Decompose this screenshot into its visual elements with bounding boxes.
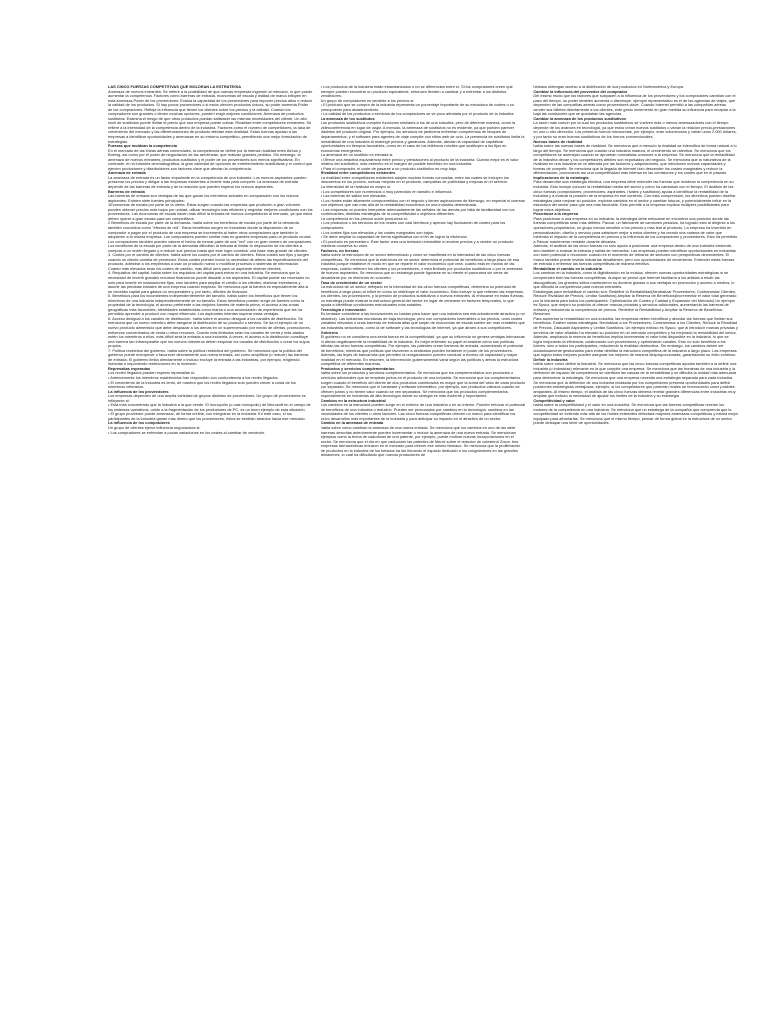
section-heading: Cambiar la influencia del proveedor del comprador [533, 88, 628, 94]
paragraph: habla sobre las nuevas bases de rivalidad. Se menciona que a menudo la rivalidad se intensifica de forma natural a lo largo del tiempo. Se menciona que cuando una industria madura, el crecimiento se ralentiza. Se menciona que los competidores se asemejan cuando se aprueban normativas comunes a la empresa. Se menciona que la rentabilidad de la industria decae y los competidores débiles son expulsados del negocio. Se menciona que la naturaleza de la rivalidad en una industria se ve alterada por las fusiones y adquisiciones, que introducen nuevas capacidades y formas de competir. Se menciona que la llegada de Internet hizo descender los costes marginales y reducir la diferenciación, provocando así una competitividad más intensa en las comisiones y los costes que en el pasado. [533, 143, 737, 176]
paragraph: La intensidad de la rivalidad es mayor si: [320, 184, 391, 190]
paragraph: • Las empresas no pueden interpretar adecuadamente las señales de las demás por falta de familiaridad con los contrincantes, distintas estrategias de la competitividad u objetivos diferentes. [320, 206, 515, 217]
section-heading: Implicaciones de la estrategia [533, 174, 589, 180]
paragraph: • El crecimiento de la industria es lento, de manera que los recién llegados solo pueden crecer a costa de los miembros veteranos. [108, 379, 296, 390]
paragraph: 4. Requisitos del capital. habla sobre los requisitos del capital para entrar en una industria. Se menciona que la necesidad de invertir grandes recursos financieros puede disuadir a los aspirantes. El capital puede ser necesario no solo para invertir en instalaciones fijas, sino también para ampliar el crédito a los clientes, elaborar inventarios y asumir las pérdidas iniciales de una empresa cuando empieza. Se menciona que la barrera es especialmente alta si se necesita capital para gastos no recuperables y, por tanto, difíciles de financiar. [108, 270, 310, 294]
column-left [108, 85, 313, 965]
section-heading: LAS CINCO FUERZAS COMPETITIVAS QUE MOLDEAN LA ESTRATEGIA [108, 85, 242, 89]
section-heading: Represalias esperadas [108, 365, 151, 371]
paragraph: En el mercado de las líneas aéreas comerciales, la competencia se define por la intensa rivalidad entre Airbus y Boeing, así como por el poder de negociación de las aerolíneas, que realizan grandes pedidos. Sin embargo, la amenaza de nuevos entrantes, productos sustitutos y el poder de los proveedores son menos significativos. En contraste, en la industria cinematográfica, la gran variedad de opciones de entretenimiento sustitutivas y el control que ejercen productores y distribuidores son factores clave que afectan la competencia. [108, 147, 313, 171]
paragraph: • Ofrece una atractiva equivalencia entre precio y prestaciones al producto de la industria. Cuanto mejor es el valor relativo del sustitutivo, más estrecho es el margen de posible beneficio en una industria. [320, 156, 519, 167]
section-heading: Posicionar a la empresa [533, 211, 578, 217]
section-heading: Rivalidad entre competidores existentes [320, 170, 396, 176]
paragraph: • Los productos de la industria están estandarizados o no se diferencian entre sí. Si los compradores creen que siempre pueden encontrar un producto equivalente, entonces tienden a cambiar y a enfrentar a los distintos vendedores. [320, 85, 513, 99]
paragraph: habla sobre cómo cambian la amenaza de una nueva entrada. Se menciona que los cambios en uno de las siete barreras descritas anteriormente pueden incrementar o reducir la amenaza de una nueva entrada. Se mencionan ejemplos como la fecha de caducidad de una patente, por ejemplo, puede motivar nuevas incorporaciones en el sector. Se menciona que el día en que caducaron las patentes de Merck sobre el reductor de colesterol Zocor, tres empresas farmacéuticas entraron en el mercado para ofrecer ese mismo fármaco. Se menciona que la proliferación de productos en la industria de los helados ha ido llenando el espacio dedicado a los congeladores en las grandes almacenes, lo cual ha dificultado que nuevos productores de [320, 425, 521, 458]
paragraph: 6. Acceso desigual a los canales de distribución. habla sobre el acceso desigual a los canales de distribución. Se menciona que un nuevo miembro debe asegurar la distribución de su producto o servicio. Se da el ejemplo de un nuevo producto alimenticio que debe desplazar a los demás en un supermercado por medio de ofertas, promociones, esfuerzos concentrados de venta u otros recursos. Cuanto más limitados sean los canales de venta y más atados estén los miembros a ellos, más difícil será la entrada a una industria. A veces, el acceso a la distribución constituye una barrera tan infranqueable que los nuevos miembros deben esquivar los canales de distribución o crear los suyos propios. [108, 315, 311, 349]
paragraph: • Anteriormente los miembros establecidos han respondido con contundencia a los recién llegados. [108, 375, 279, 380]
section-heading: Cambio en la amenaza de entrada [320, 420, 384, 426]
section-heading: La amenaza de los sustitutos [320, 115, 375, 121]
paragraph: La amenaza de un sustituto es elevada si: [320, 152, 394, 158]
paragraph: 2 Beneficios de escala por parte de la demanda. habla sobre los beneficios de escala por parte de la demanda, también conocidos como "efectos de red". Estos beneficios surgen en industrias donde la disposición de un comprador a pagar por el producto de una empresa se incrementa al haber otros compradores que también lo adquieren a la misma empresa. Los compradores pueden confiar más en grandes empresas para un producto crucial. Los compradores también pueden valorar el hecho de formar parte de una "red" con un gran número de compradores. Los beneficios de la escala por parte de la demanda dificultan la entrada al limitar la disposición de los clientes a comprar a un recién llegado y a reducir sus precios hasta que este logre construir una base más grande de clientes. [108, 220, 313, 253]
section-heading: Definir la industria [533, 356, 568, 362]
paragraph: La estructura de un sector, reflejado en la intensidad de las cinco fuerzas competitivas, determina su potencial de beneficios a largo plazo al influir en cómo se distribuye el valor económico. Esto incluye lo que retienen las empresas, los clientes, los proveedores, y la presión de productos sustitutivos o nuevos entrantes. Al enfocarse en estas fuerzas, un estratega puede evaluar la estructura general del sector en lugar de centrarse en factores temporales, lo que ayuda a identificar condiciones estructurales más estables. [320, 284, 525, 308]
paragraph: • El producto que se compra de la industria representa un porcentaje importante de su estructura de costes o su presupuesto para abastecimiento. [320, 102, 514, 112]
paragraph: Un grupo de clientes ejerce influencia negociadora si: [108, 425, 201, 431]
paragraph: habla sobre cómo definir la industria. Se menciona que las cinco fuerzas competitivas ayudan también a la definir una industria (o industrias) relevante en la que compite una empresa. Se menciona que las fronteras de una industria y la definición de espacio de competencia se clarifican las causas de la rentabilidad y se dificulta la unidad más adecuada para determinar la estrategia. Se menciona que una empresa necesita una estrategia separada para cada industria. Se menciona que la definición de una industria realizada por los competidores presenta oportunidades para definir posiciones estratégicas ventajosas. ejemplo, si los competidores que parecían rivales se reconocerán como posibles amparates. Al mismo tiempo, el análisis de las cinco fuerzas debería revelar grandes diferencias entre industrias muy amplias que indican la necesidad de ajustar los límites de la industria y su estrategia [533, 361, 737, 399]
section-heading: Rentabilizar el cambio en la industria [533, 265, 602, 271]
paragraph: Los cambios en la industria, como la digitalización en la música, ofrecen nuevas oportunidades estratégicas si se comprenden bien las fuerzas competitivas. Aunque se pensó que Internet facilitaría a los artistas a eludir las discográficas, los grandes sellos mantuvieron su dominio gracias a sus ventajas en promoción y acceso a medios, lo que dificultó la competencia para nuevos entrantes. [533, 270, 735, 290]
paragraph: habla sobre la estructura de un sector determinado y cómo se manifiesta en la intensidad de las cinco fuerzas competitivas. Se menciona que la estructura de un sector determina el potencial de beneficios a largo plazo de esa industria porque establece el modo en que se reparte el valor económico que crea: cuánto está en manos de las empresas, cuánto retienen los clientes y los proveedores, o está limitado por productos sustitutivos o por la amenaza de nuevos aspirantes. Se menciona que un estratega puede figurarse en su mente el panorama sin verse de decantarse por un elemento en concreto. [320, 252, 523, 280]
section-heading: Gobierno [320, 329, 338, 335]
paragraph: 5. Beneficios para los incumbentes independientemente del tamaño. habla sobre los beneficios que tienen los miembros de una industria independientemente de su tamaño. Estos beneficios pueden surgir de fuentes como la propiedad de la tecnología, el acceso preferente a las mejores fuentes de materia prima, el acceso a las zonas geográficas más favorables, identidades establecidas como marca o una acumulación de experiencia que les ha permitido aprender a producir con mayor eficiencia. Los aspirantes intentan superar estas ventajas. [108, 293, 305, 317]
section-heading: Cambiar la amenaza de los productos sustitutivos [533, 115, 627, 121]
paragraph: • Está más concentrado que la industria a la que vende. El monopolio (o casi monopolio) de Microsoft en el campo de los sistemas operativos, unido a la fragmentación de los productores de PC, es un buen ejemplo de esta situación. [108, 402, 311, 412]
paragraph: • El producto es perecedero. Este factor crea una tentación irresistible a recortar precios y a vender un producto mientras conserva su valor. [320, 238, 514, 249]
section-heading: Productos y servicios complementarios [320, 365, 395, 371]
paragraph: La rivalidad entre competidores existentes adopta muchas formas conocidas, entre las cuales se incluyen los descuentos en los precios, nuevas mejoras en el producto, campañas de publicidad y mejoras en el servicio. [320, 174, 509, 185]
paragraph: • La calidad de los productos o servicios de los compradores se ve poco afectada por el producto de la industria. [320, 111, 515, 117]
text-columns [108, 85, 738, 965]
paragraph: La razón más común por la cual los productos sustitutivos se vuelven más o menos amenazadores con el tiempo depende de los avances en tecnología, ya que estos crean nuevos sustitutos o varían la relación precio-prestaciones en uno u otro dirección. Los primeros hornos microondas, por ejemplo, eran voluminosos y valían unos 2.000 dólares, y por tanto no eran buenos sustitutivos de los hornos convencionales. [533, 120, 737, 140]
paragraph: • Se debe ampliar la capacidad de forma significativa con el fin de lograr la eficiencia. [320, 234, 468, 240]
paragraph: habla sobre los productos y servicios complementarios. Se menciona que los complementarios son productos o servicios adicionales que se emplean juntos en el producto de una industria. Se menciona que los complementarios surgen cuando el beneficio del cliente de dos productos combinados es mayor que la suma del valor de cada producto por separado. Se menciona que el hardware y software informático, por ejemplo, son productos valiosos cuando se ofrecen juntos y no tienen valor cuando se ven separados. Se menciona que los productos complementarios, especialmente en industrias de alta tecnología donde su sinergia es más evidente y importantes. [320, 370, 526, 399]
section-heading: Nuevos bases de rivalidad [533, 138, 583, 144]
column-right [533, 85, 738, 965]
paragraph: • Los costes fijos son elevados y los costes marginales son bajos. [320, 229, 435, 235]
paragraph: Amenaza de nuevos entrantes: Se refiere a la posibilidad de que nuevas empresas ingresen al mercado, lo que puede aumentar la competencia. Factores como barreras de entrada, economías de escala y lealtad de marca influyen en esta amenaza.Poder de los proveedores: Evalúa la capacidad de los proveedores para imponer precios altos o reducir la calidad de los productos. Si hay pocos proveedores o si estos ofrecen productos únicos, su poder aumenta.Poder de los compradores: Refleja la influencia que tienen los clientes sobre los precios y la calidad. Cuando los compradores son grandes o tienen muchas opciones, pueden exigir mejores condiciones. Amenaza de productos sustitutos: Examina el riesgo de que otros productos puedan satisfacer las mismas necesidades del cliente. Un alto nivel de sustitutos puede limitar el precio que una empresa puede cobrar. Rivalidad entre competidores existentes: Se refiere a la intensidad de la competencia dentro de la industria. Factores como el número de competidores, la tasa de crecimiento del mercado y las diferenciaciones de producto afectan esta rivalidad. Estas fuerzas ayudan a las empresas a identificar oportunidades y amenazas en su entorno competitivo, permitiendo una mejor formulación de estrategias. [108, 88, 313, 144]
section-heading: La influencia de los compradores [108, 420, 170, 426]
paragraph: habla sobre la competitividad y el valor en una industria. Se menciona que las fuerzas competitivas revelan los motores de la competencia en una industria. Se menciona que un estratega de la compañía que comprenda que la competitividad se extiende más allá de los rivales existentes detectará mayores amenazas competitivas y estará mejor equipado para afrontarlas. Se menciona que el mismo tiempo, pensar de forma global en la estructura de un sector puede destapar una serie de oportunidades. [533, 402, 738, 426]
paragraph: Los productos sustitutivos cumplen funciones similares a los de una industria, pero de diferente manera, como la videoconferencia en lugar de viajar. A menudo, la amenaza de sustitutos no es evidente, ya que pueden parecer distintos del producto original. Por ejemplo, los servicios de jardinería enfrentan competencia de bloques de departamentos, y el software para agentes de viaje compite con sitios web de ocio. La presencia de sustitutos limita la rentabilidad de una industria al restringir precios y ganancias. Además, afectan la capacidad de capitalizar oportunidades en tiempos favorables, como en el caso de los teléfonos móviles que sustituyen a los fijos en economías emergentes. [320, 120, 525, 153]
paragraph: 1Economías de escala por parte de la oferta. Éstas surgen cuando las empresas que producen a gran volumen pueden obtener precios más bajos por unidad, utilizar tecnología más eficiente y negociar mejores condiciones con los proveedores. Las economías de escala hacen más difícil la entrada de nuevos competidores al mercado, ya que estos deben operar a gran escala para ser competitivos. [108, 202, 313, 221]
paragraph: • Las barreras de salida son elevadas. [320, 193, 387, 199]
paragraph: • Los competidores son numerosos o muy parecidos en tamaño e influencia. [320, 188, 453, 194]
paragraph: Es tentador considerar a las innovaciones no bastan para hacer que una industria sea estructuralmente atractiva (o no atractiva). Las industrias mundanas de baja tecnología, pero con compradores insensibles a los precios, unos costes variables elevados o unas barreras de entrada altas que surjan de economías de escala suelen ser más rentables que las industrias seductoras, como la de software y las tecnologías de Internet, ya que atraen a sus competidores. [320, 311, 525, 330]
paragraph: • Los compradores se enfrentan a pocas variaciones en los costes al cambiar de vendedor. [108, 429, 266, 435]
section-heading: Tecnología e innovación [320, 306, 366, 312]
section-heading: Competitividad y valor [533, 397, 576, 403]
paragraph: 7. Política restrictiva del gobierno. habla sobre la política restrictiva del gobierno. Se menciona que la política del gobierno puede entorpecer o favorecer directamente una nueva entrada, así como amplificar (o reducir) las barreras de entrada. El gobierno limita directamente o incluso excluye la entrada a las industrias, por ejemplo, exigiendo licencias e imponiendo restricciones en la inversión. [108, 347, 309, 367]
section-heading: Amenaza de entrada [108, 170, 146, 176]
paragraph: • Los productos o los servicios de los rivales son casi idénticos y apenas hay fluctuación de costes para los compradores. [320, 220, 506, 230]
paragraph: Para desarrollar una estrategia efectiva, una empresa debe entender las fuerzas que moldean la competencia en su industria. Esto incluye conocer la rentabilidad media del sector y cómo ha cambiado con el tiempo. El análisis de las cinco fuerzas (compradores, proveedores, aspirantes, rivales y sustitutos) ayuda a identificar la rentabilidad de la industria y a evaluar la posición de la empresa en ese contexto. Con esta comprensión, los directivos pueden diseñar estrategias para mejorar su posición, explotar cambios en el sector y cambiar futuros, y potencialmente influir en la estructura del sector para que sea más favorable. Esto permite a la empresa explicar múltiples posibilidades para lograr estos objetivos. [533, 179, 736, 212]
paragraph: La competencia en los precios suele producirse si: [320, 215, 408, 221]
paragraph: 3. Costes por el cambio de clientes. habla sobre los costes por el cambio de clientes. Estos costes son fijos y surgen cuando un cliente cambia de proveedor. Estos costes pueden incluir la necesidad de alterar las especificaciones del producto, adiestrar a los empleados a usar un producto nuevo o modificar procesos o sistemas de información. Cuanto más elevados sean los costes de cambio, más difícil será para un aspirante obtener clientes. [108, 252, 310, 271]
paragraph: Del mismo modo que los factores que subyacen a la influencia de los proveedores y los compradores cambian con el paso del tiempo, su poder también aumenta o disminuye. ejemplo representativo es el de las agencias de viajes, que dependen de las compañías aéreas como proveedores clave. Cuando Internet permitió a las compañías aéreas vender sus billetes directamente a los clientes, este gesto incrementó en gran medida su influencia para recaptar a la baja las comisiones que se quedaban las agencias. [533, 93, 736, 117]
paragraph: helados obtengan acceso a la distribución de sus productos en Norteamérica y Europa. [533, 85, 685, 89]
paragraph: Estrategias para rentabilizar el cambio son: Redefinir la Rentabilidad(Neutralizar Proveedores, Contrarrestar Clientes, Reducir Rivalidad de Precios, Limitar Sustitutos) Ampliar la Reserva de Beneficios(Incrementar el valor total generado por la industria para todos los participantes, Optimización de Costes y Calidad y Expansión del Mercado) Un ejemplo es Sysco, que mejoró su posición al ofrecer marcas privadas y servicios adicionales, aumentando las barreras de entrada y reduciendo la competencia de precios. Redefinir la Rentabilidad y Ampliar la Reserva de Beneficios: Resumen [533, 288, 737, 317]
paragraph: • Para el comprador, el coste de pasarse a un producto sustitutivo es muy bajo. [320, 165, 458, 171]
paragraph: Un grupo de compradores es sensible a los precios si: [320, 97, 415, 103]
paragraph: Para aumentar la rentabilidad en una industria, las empresas deben identificar y abordar las fuerzas que limitan sus beneficios. Existen varias estrategias: Neutralizar a los Proveedores, Contrarrestar a los Clientes, Reducir la Rivalidad de Precios, Dissuadir Aspirantes y Limitar Sustitutos. Un ejemplo exitoso es Sysco, que al introducir marcas privadas y servicios de valor añadido ha elevado su posición en un mercado competitivo y ha mejorado la rentabilidad del sector. Además, ampliando la reserva de beneficios implica incrementar el valor total disponible en la industria, lo que se logra mejorando la eficiencia, colaborando con proveedores y optimizando canales. Esto no solo beneficia a los líderes, sino a todos los participantes, reduciendo la rivalidad destructiva. Sin embargo, los cambios deben ser cuidadosamente gestionados para evitar debilitar la estructura competitiva de la industria a largo plazo. Las empresas que logran estos mejores pueden asegurar los mejores de manera desproporcionada, garantizando su éxito continuo. [533, 315, 738, 358]
paragraph: • Los rivales están altamente comprometidos con el negocio y tienen aspiraciones de liderazgo, en especial si cuentan con objetivos que van más allá de la rentabilidad económica en una industria determinada. [320, 197, 525, 208]
section-heading: Barreras de entrada [108, 188, 145, 194]
column-middle [321, 85, 526, 965]
paragraph: El gobierno no se considera una sexta fuerza en la competitividad, ya que su influencia no genera ventajas intrínsecas ni afecta negativamente la rentabilidad de la industria. Es mejor entender su papel al analizar cómo sus políticas afectan las cinco fuerzas competitivas. Por ejemplo, las patentes crean barreras de entrada, aumentando el potencial de beneficios, mientras que políticas que favorecen a sindicatos pueden fortalecer el poder de los proveedores. Además, las leyes de bancarrota que permiten la reorganización pueden conducir a exceso de capacidad y mayor rivalidad en el mercado. En resumen, la intervención gubernamental varía según las políticas y afecta la estructura competitiva de diferentes maneras. [320, 334, 525, 367]
section-heading: La influencia de los proveedores [108, 388, 169, 394]
section-heading: Cambios en la estructura industrial [320, 397, 386, 403]
paragraph: Además, el análisis de las cinco fuerzas no sólo ayuda a posicionar una empresa dentro de una industria existente, sino también a evaluar la entrada y salida de mercados. Las empresas pueden identificar oportunidades en industrias con buen potencial o reconocer cuando es el momento de retirarse de sectores con perspectivas decrecientes. El marco también puede revelar industrias desafiantes, pero con oportunidades de crecimiento. Entender estas fuerzas de entrada o enfrentar las fuerzas competitivas de manera efectiva. [533, 243, 736, 267]
section-heading: Tasa de crecimiento de un sector [320, 279, 383, 285]
paragraph: Los empresas dependen de una amplia variedad de grupos distintos de proveedores. Un grupo de proveedores es influyente si: [108, 393, 306, 403]
section-heading: Factores, no fuerzas [320, 247, 359, 253]
paragraph: • El grupo proveedor puede amenazar, de forma creíble, con integrarse en la industria. En este caso, si los participantes de la industria ganan más dinero que los proveedores, éstos se sentirán atraídos hacia ese mercado. [108, 411, 306, 421]
paragraph: Los recién llegados pueden esperar represalias si: [108, 370, 195, 376]
section-heading: Fuerzas que moldean la competencia [108, 143, 177, 149]
paragraph: Las barreras de entrada son ventajas de las que gozan los miembros actuales en comparación con los nuevos aspirantes. Existen siete fuentes principales: [108, 193, 299, 203]
paragraph: Los cambios en la estructura pueden surgir en el exterior de una industria o en su interior. Pueden reforzar el potencial de beneficios de una industria o reducirlo. Pueden ser provocados por cambios en la tecnología, cambios en las necesidades de los clientes u otros factores. Las cinco fuerzas competitivas ofrecen un marco para identificar los cinco desarrollos más importantes de la industria y para anticipar su impacto en el atractivo de un sector. [320, 402, 526, 421]
paragraph: Para posicionar a una empresa en su industria, la estrategia debe enfocarse en encontrar una posición donde las fuerzas competitivas sean más débiles. Paccar, un fabricante de camiones pesados, ha logrado esto al dirigirse a los operadores-propietarios, un grupo menos sensible a los precios y más leal al producto. La empresa ha invertido en personalización, diseño y servicio para satisfacer mejor a estos clientes y ha creado una cadena de valor que minimiza el impacto de la competencia en precios y la influencia de los compradores y proveedores. Esto ha permitido a Paccar mantenerse rentable durante décadas. [533, 215, 738, 244]
paragraph: La amenaza de entrada es un factor importante en la competencia de una industria. Los nuevos aspirantes pueden presionar los precios y obligar a las empresas existentes a invertir más para competir. La amenaza de entrada depende de las barreras de entrada y de la reacción que pueden esperar los nuevos aspirantes. [108, 174, 307, 190]
